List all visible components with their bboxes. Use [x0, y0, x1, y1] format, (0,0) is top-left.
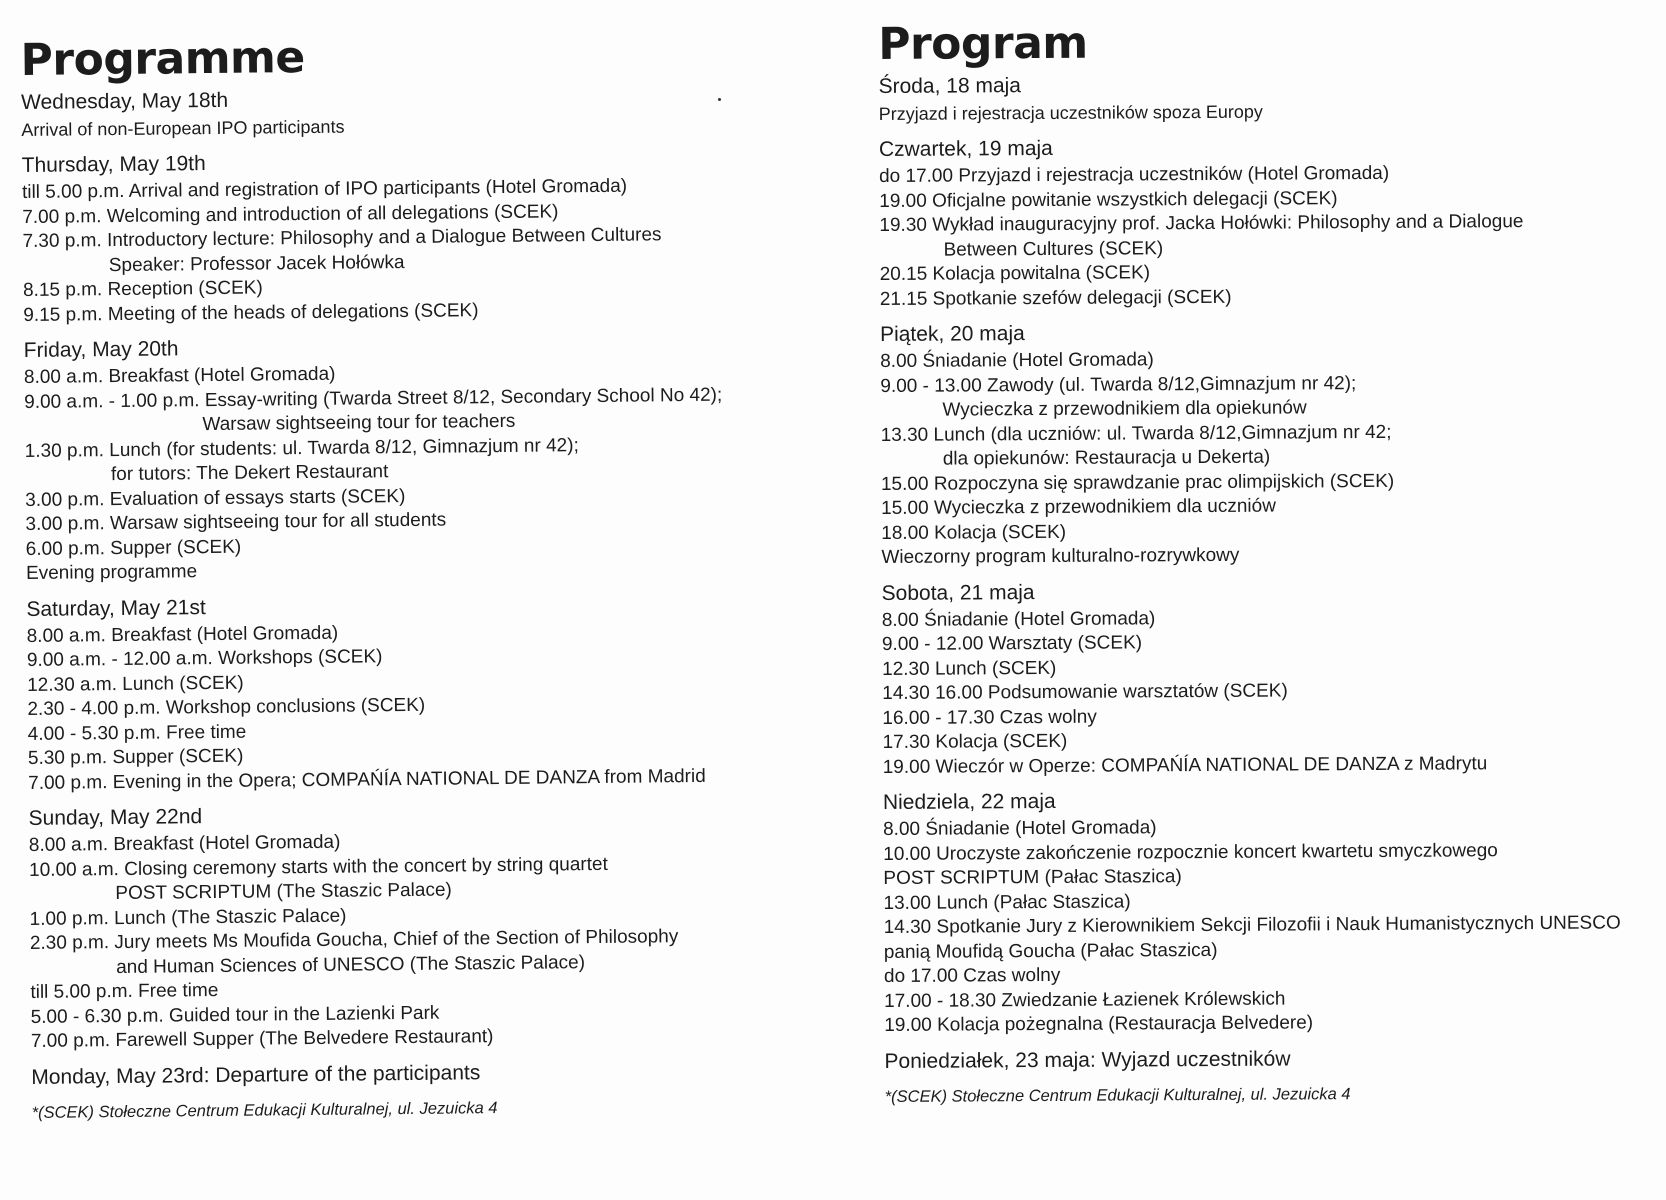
day-block	[26, 586, 828, 804]
schedule-item: 3.00 p.m. Warsaw sightseeing tour for all students	[25, 509, 447, 535]
day-heading: Sunday, May 22nd	[28, 805, 203, 830]
schedule-item: 7.00 p.m. Evening in the Opera; COMPAŃÍA NATIONAL DE DANZA from Madrid	[28, 765, 706, 794]
day-block	[28, 796, 831, 1063]
day-heading: Środa, 18 maja	[878, 74, 1022, 98]
schedule-item: Arrival of non-European IPO participants	[21, 116, 345, 140]
schedule-item: till 5.00 p.m. Arrival and registration of IPO participants (Hotel Gromada)	[21, 175, 628, 203]
schedule-item: 4.00 - 5.30 p.m. Free time	[27, 721, 247, 745]
schedule-item: 8.00 Śniadanie (Hotel Gromada)	[881, 607, 1156, 631]
schedule-item: till 5.00 p.m. Free time	[30, 979, 219, 1003]
schedule-item: 8.00 Śniadanie (Hotel Gromada)	[883, 817, 1157, 840]
schedule-item: 2.30 - 4.00 p.m. Workshop conclusions (SCEK)	[27, 694, 426, 720]
schedule-item: 13.30 Lunch (dla uczniów: ul. Twarda 8/12,Gimnazjum nr 42;	[880, 421, 1392, 446]
program-polish-column	[878, 0, 1665, 1108]
schedule-item: 19.00 Oficjalne powitanie wszystkich delegacji (SCEK)	[879, 187, 1338, 212]
schedule-item: Przyjazd i rejestracja uczestników spoza Europy	[878, 101, 1263, 124]
day-block	[21, 80, 822, 151]
programme-title: Programme	[20, 32, 305, 86]
schedule-item: 12.30 a.m. Lunch (SCEK)	[27, 672, 244, 696]
schedule-item: 5.30 p.m. Supper (SCEK)	[27, 745, 244, 769]
schedule-item: Wieczorny program kulturalno-rozrywkowy	[881, 544, 1240, 568]
schedule-item: 9.00 - 12.00 Warsztaty (SCEK)	[881, 632, 1143, 655]
schedule-item: 1.30 p.m. Lunch (for students: ul. Twarda 8/12, Gimnazjum nr 42);	[24, 434, 579, 462]
schedule-item: 16.00 - 17.30 Czas wolny	[882, 706, 1097, 729]
schedule-continuation: POST SCRIPTUM (The Staszic Palace)	[115, 879, 452, 905]
schedule-item: 5.00 - 6.30 p.m. Guided tour in the Lazienki Park	[30, 1002, 440, 1028]
footnote: *(SCEK) Stołeczne Centrum Edukacji Kulturalnej, ul. Jezuicka 4	[31, 1098, 498, 1122]
schedule-item: 19.00 Wieczór w Operze: COMPAŃÍA NATIONAL DE DANZA z Madrytu	[882, 752, 1488, 778]
schedule-item: 9.00 - 13.00 Zawody (ul. Twarda 8/12,Gimnazjum nr 42);	[880, 372, 1357, 397]
schedule-item: 18.00 Kolacja (SCEK)	[881, 521, 1067, 544]
schedule-item: 9.15 p.m. Meeting of the heads of delegations (SCEK)	[23, 299, 479, 326]
schedule-item: 8.00 a.m. Breakfast (Hotel Gromada)	[28, 831, 341, 856]
schedule-item: 8.00 Śniadanie (Hotel Gromada)	[880, 349, 1154, 372]
footnote: *(SCEK) Stołeczne Centrum Edukacji Kulturalnej, ul. Jezuicka 4	[884, 1084, 1351, 1106]
schedule-item: 1.00 p.m. Lunch (The Staszic Palace)	[29, 905, 347, 930]
schedule-item: 2.30 p.m. Jury meets Ms Moufida Goucha, Chief of the Section of Philosophy	[29, 926, 679, 954]
day-heading: Thursday, May 19th	[21, 152, 206, 177]
schedule-item: 10.00 Uroczyste zakończenie rozpocznie koncert kwartetu smyczkowego	[883, 839, 1498, 865]
day-heading: Czwartek, 19 maja	[878, 136, 1053, 161]
schedule-item: POST SCRIPTUM (Pałac Staszica)	[883, 866, 1182, 889]
schedule-item: 13.00 Lunch (Pałac Staszica)	[883, 890, 1131, 914]
schedule-continuation: Between Cultures (SCEK)	[943, 237, 1164, 261]
day-heading: Wednesday, May 18th	[20, 88, 229, 114]
schedule-item: 20.15 Kolacja powitalna (SCEK)	[879, 262, 1151, 285]
schedule-item: 10.00 a.m. Closing ceremony starts with the concert by string quartet	[29, 853, 608, 881]
schedule-item: 12.30 Lunch (SCEK)	[882, 657, 1057, 680]
schedule-item: 21.15 Spotkanie szefów delegacji (SCEK)	[879, 286, 1232, 310]
polish-days	[878, 67, 1664, 1084]
schedule-continuation: for tutors: The Dekert Restaurant	[110, 461, 389, 486]
schedule-continuation: Wycieczka z przewodnikiem dla opiekunów	[942, 397, 1307, 421]
day-heading: Saturday, May 21st	[26, 595, 206, 621]
day-heading: Piątek, 20 maja	[879, 322, 1025, 346]
schedule-continuation: and Human Sciences of UNESCO (The Staszic Palace)	[116, 951, 586, 978]
schedule-item: 8.15 p.m. Reception (SCEK)	[22, 277, 263, 301]
schedule-item: do 17.00 Czas wolny	[883, 964, 1061, 987]
schedule-item: panią Moufidą Goucha (Pałac Staszica)	[883, 939, 1218, 963]
day-block	[879, 130, 1660, 320]
schedule-item: 17.00 - 18.30 Zwiedzanie Łazienek Królewskich	[884, 988, 1286, 1012]
schedule-item: 17.30 Kolacja (SCEK)	[882, 730, 1068, 753]
schedule-item: 15.00 Wycieczka z przewodnikiem dla uczniów	[881, 495, 1276, 519]
day-heading: Niedziela, 22 maja	[882, 789, 1056, 814]
day-block	[884, 1042, 1664, 1085]
schedule-item: 7.00 p.m. Farewell Supper (The Belvedere Restaurant)	[30, 1026, 494, 1052]
schedule-item: 8.00 a.m. Breakfast (Hotel Gromada)	[23, 363, 336, 388]
day-block	[883, 783, 1665, 1046]
schedule-item: 3.00 p.m. Evaluation of essays starts (SCEK)	[25, 485, 406, 511]
schedule-item: do 17.00 Przyjazd i rejestracja uczestników (Hotel Gromada)	[879, 162, 1390, 187]
day-heading: Friday, May 20th	[23, 337, 179, 362]
schedule-item: 9.00 a.m. - 1.00 p.m. Essay-writing (Twarda Street 8/12, Secondary School No 42);	[24, 384, 723, 413]
day-block	[22, 143, 824, 336]
day-block	[882, 574, 1663, 788]
schedule-item: 7.00 p.m. Welcoming and introduction of all delegations (SCEK)	[22, 200, 559, 228]
schedule-item: 14.30 16.00 Podsumowanie warsztatów (SCEK)	[882, 680, 1288, 704]
english-days	[21, 80, 832, 1101]
day-block	[878, 67, 1658, 135]
day-heading: Sobota, 21 maja	[881, 580, 1035, 605]
program-title: Program	[878, 17, 1088, 70]
day-block	[880, 315, 1662, 578]
day-heading: Monday, May 23rd: Departure of the participants	[31, 1060, 481, 1089]
schedule-continuation: Speaker: Professor Jacek Hołówka	[108, 251, 405, 276]
day-heading: Poniedziałek, 23 maja: Wyjazd uczestników	[884, 1047, 1291, 1073]
programme-english-column	[20, 0, 832, 1124]
schedule-continuation: dla opiekunów: Restauracja u Dekerta)	[942, 446, 1271, 470]
schedule-item: 8.00 a.m. Breakfast (Hotel Gromada)	[26, 622, 339, 647]
schedule-item: 15.00 Rozpoczyna się sprawdzanie prac olimpijskich (SCEK)	[880, 470, 1395, 495]
schedule-item: 6.00 p.m. Supper (SCEK)	[25, 536, 242, 560]
schedule-item: 19.00 Kolacja pożegnalna (Restauracja Belvedere)	[884, 1012, 1314, 1036]
schedule-item: 14.30 Spotkanie Jury z Kierownikiem Sekcji Filozofii i Nauk Humanistycznych UNESCO	[883, 912, 1621, 938]
schedule-item: 19.30 Wykład inauguracyjny prof. Jacka Hołówki: Philosophy and a Dialogue	[879, 211, 1524, 236]
schedule-item: Evening programme	[25, 561, 198, 584]
schedule-item: 7.30 p.m. Introductory lecture: Philosophy and a Dialogue Between Cultures	[22, 224, 662, 252]
schedule-continuation: Warsaw sightseeing tour for teachers	[202, 410, 516, 436]
day-block	[24, 328, 827, 595]
schedule-item: 9.00 a.m. - 12.00 a.m. Workshops (SCEK)	[26, 646, 383, 671]
